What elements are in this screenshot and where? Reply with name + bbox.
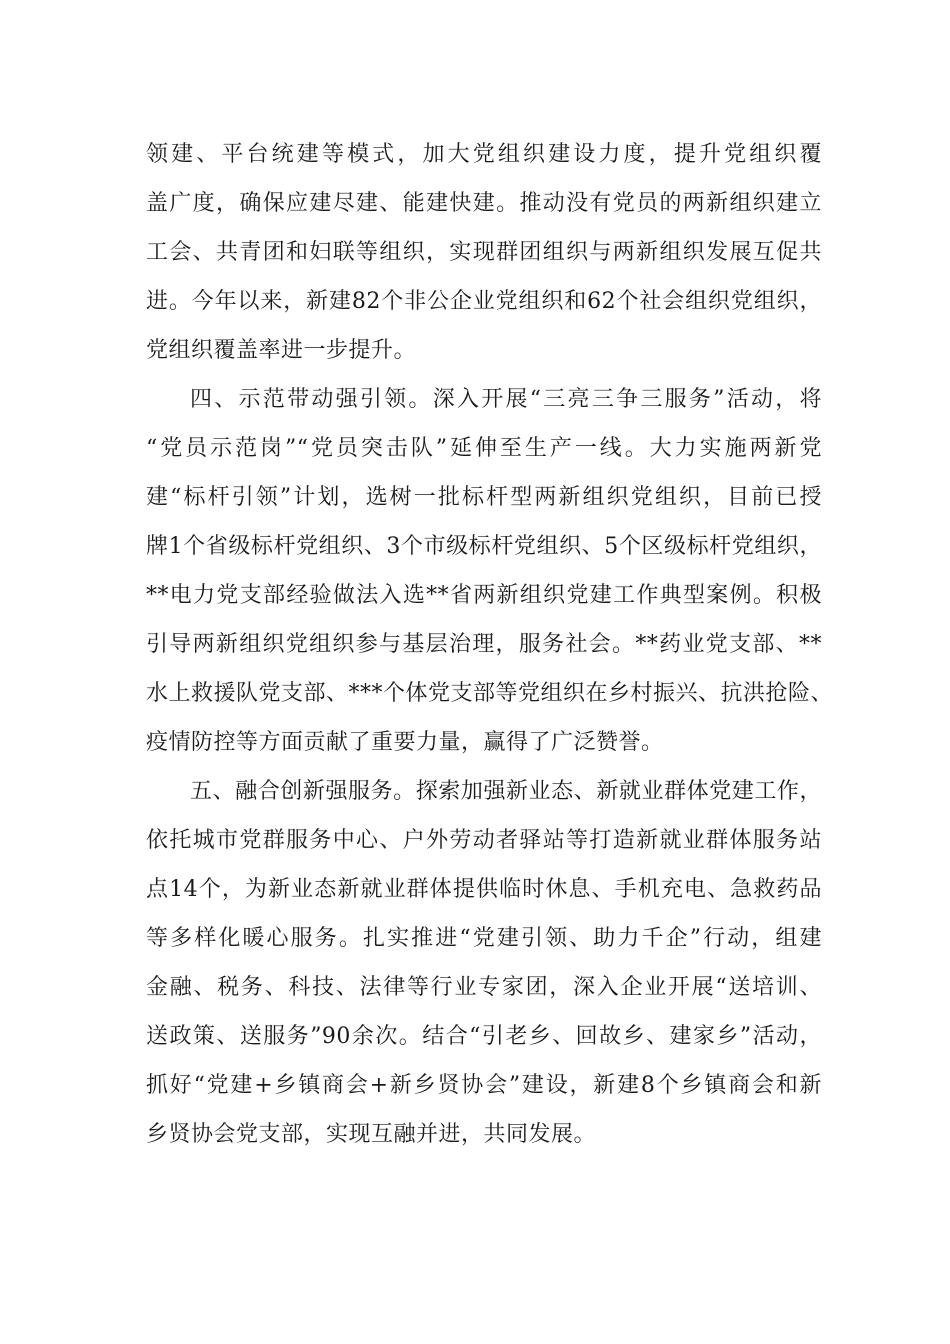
text-line: 牌1个省级标杆党组织、3个市级标杆党组织、5个区级标杆党组织， (146, 534, 822, 559)
text-line: 进。今年以来，新建82个非公企业党组织和62个社会组织党组织， (146, 289, 822, 314)
text-line: 引导两新组织党组织参与基层治理，服务社会。**药业党支部、** (146, 632, 822, 657)
document-body (146, 130, 834, 1159)
text-line: 等多样化暖心服务。扎实推进“党建引领、助力千企”行动，组建 (146, 926, 822, 951)
text-line: **电力党支部经验做法入选**省两新组织党建工作典型案例。积极 (146, 583, 822, 608)
text-line: 四、示范带动强引领。深入开展“三亮三争三服务”活动，将 (190, 387, 822, 412)
text-line: 送政策、送服务”90余次。结合“引老乡、回故乡、建家乡”活动， (146, 1024, 822, 1049)
text-line: 党组织覆盖率进一步提升。 (146, 338, 417, 363)
text-line: “党员示范岗”“党员突击队”延伸至生产一线。大力实施两新党 (146, 436, 822, 461)
text-line: 抓好“党建+乡镇商会+新乡贤协会”建设，新建8个乡镇商会和新 (146, 1073, 822, 1098)
text-line: 疫情防控等方面贡献了重要力量，赢得了广泛赞誉。 (146, 730, 664, 755)
text-line: 乡贤协会党支部，实现互融并进，共同发展。 (146, 1122, 597, 1147)
text-line: 建“标杆引领”计划，选树一批标杆型两新组织党组织，目前已授 (146, 485, 822, 510)
text-line: 领建、平台统建等模式，加大党组织建设力度，提升党组织覆 (146, 142, 822, 167)
text-line: 金融、税务、科技、法律等行业专家团，深入企业开展“送培训、 (146, 975, 822, 1000)
paragraph-1 (146, 130, 822, 375)
text-line: 盖广度，确保应建尽建、能建快建。推动没有党员的两新组织建立 (146, 191, 822, 216)
paragraph-3 (146, 767, 822, 1159)
paragraph-2 (146, 375, 834, 767)
text-line: 点14个，为新业态新就业群体提供临时休息、手机充电、急救药品 (146, 877, 822, 902)
text-line: 五、融合创新强服务。探索加强新业态、新就业群体党建工作， (190, 779, 822, 804)
text-line: 水上救援队党支部、***个体党支部等党组织在乡村振兴、抗洪抢险、 (146, 681, 834, 706)
text-line: 工会、共青团和妇联等组织，实现群团组织与两新组织发展互促共 (146, 240, 822, 265)
text-line: 依托城市党群服务中心、户外劳动者驿站等打造新就业群体服务站 (146, 828, 822, 853)
